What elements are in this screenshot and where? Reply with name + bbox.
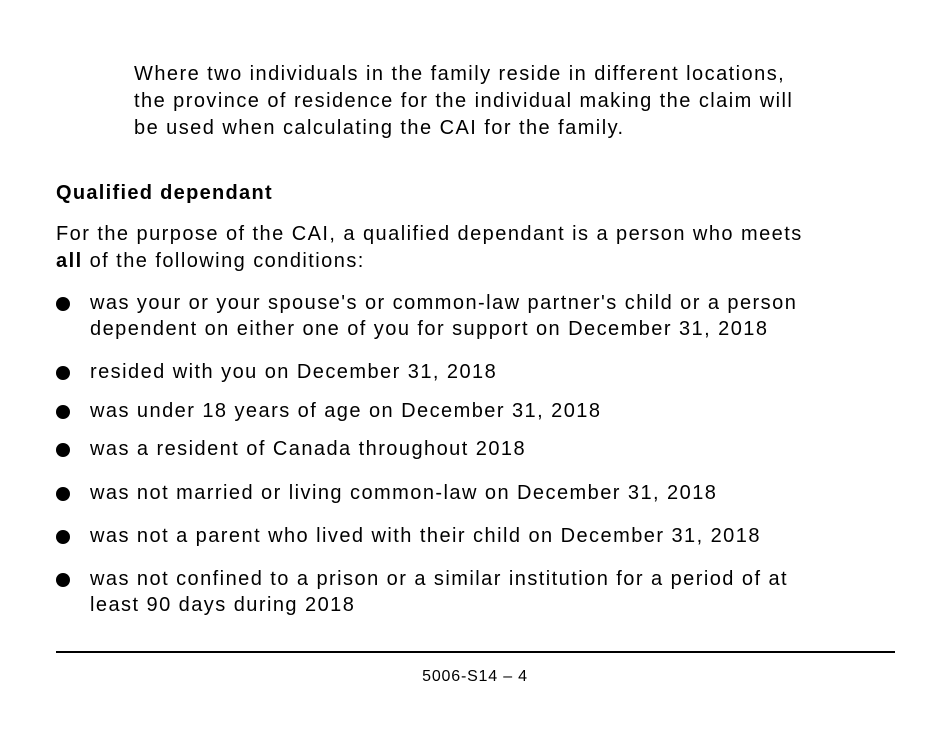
lead-emphasis: all [56,250,83,272]
condition-1-line-1: was your or your spouse's or common-law partner's child or a person [90,292,798,314]
bullet-dot [56,297,70,311]
lead-line-2-text: of the following conditions: [82,250,365,272]
page-number-label: 5006-S14 – 4 [422,668,528,685]
condition-7-line-1: was not confined to a prison or a similar institution for a period of at [90,568,789,590]
condition-7-line-2: least 90 days during 2018 [90,594,356,616]
condition-text [90,523,916,549]
lead-line-1: For the purpose of the CAI, a qualified dependant is a person who meets [56,223,803,245]
bullet-dot [56,405,70,419]
condition-text [90,480,916,506]
bullet-dot [56,487,70,501]
condition-2-line-1: resided with you on December 31, 2018 [90,361,498,383]
intro-line-2: the province of residence for the individual making the claim will [134,90,794,112]
intro-line-3: be used when calculating the CAI for the family. [134,117,625,139]
condition-1-line-2: dependent on either one of you for support on December 31, 2018 [90,318,769,340]
condition-3-line-1: was under 18 years of age on December 31, 2018 [90,400,602,422]
condition-text [90,290,916,342]
lead-paragraph [56,221,916,275]
condition-5-line-1: was not married or living common-law on December 31, 2018 [90,482,718,504]
section-heading: Qualified dependant [56,182,273,204]
bullet-dot [56,443,70,457]
condition-6-line-1: was not a parent who lived with their child on December 31, 2018 [90,525,761,547]
footer-divider [56,651,895,653]
intro-line-1: Where two individuals in the family reside in different locations, [134,63,786,85]
intro-paragraph [134,61,914,142]
condition-4-line-1: was a resident of Canada throughout 2018 [90,438,527,460]
lead-line-2 [56,248,916,275]
condition-text [90,566,916,618]
condition-text [90,436,916,462]
bullet-dot [56,573,70,587]
condition-text [90,398,916,424]
condition-text [90,359,916,385]
bullet-dot [56,366,70,380]
bullet-dot [56,530,70,544]
